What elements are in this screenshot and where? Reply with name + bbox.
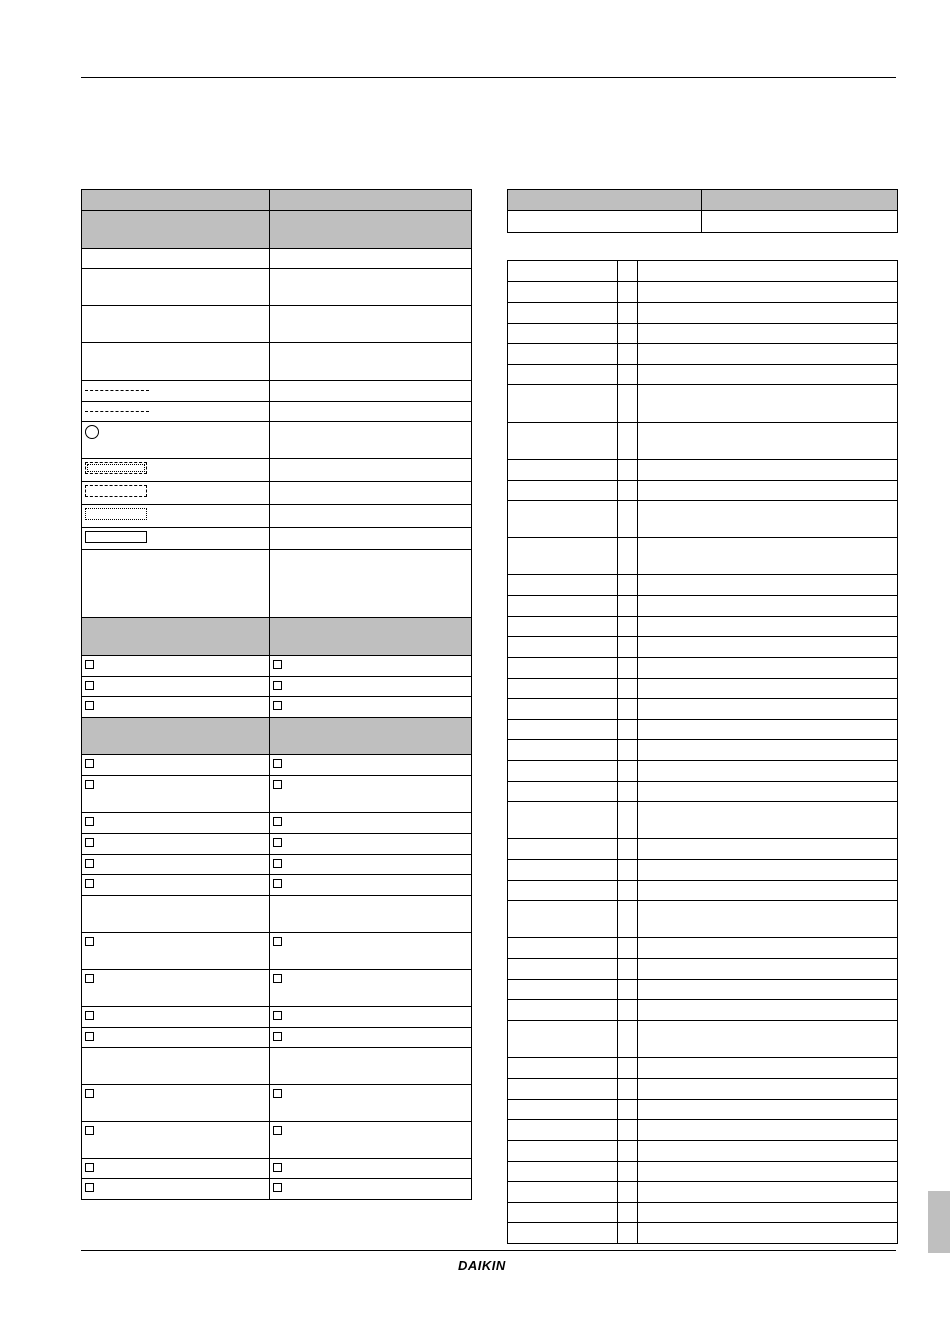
left-table bbox=[81, 189, 472, 1200]
checkbox[interactable] bbox=[273, 879, 282, 888]
table-row bbox=[508, 211, 898, 233]
right-list-table bbox=[507, 260, 898, 1244]
table-row bbox=[508, 1141, 898, 1162]
table-row bbox=[82, 422, 472, 459]
right-top-table-header bbox=[508, 190, 898, 211]
checkbox[interactable] bbox=[273, 1126, 282, 1135]
table-row bbox=[508, 324, 898, 344]
table-row bbox=[508, 385, 898, 423]
table-row bbox=[82, 1122, 472, 1159]
circle-symbol bbox=[85, 425, 99, 439]
table-row bbox=[508, 460, 898, 481]
table-row bbox=[508, 365, 898, 385]
checkbox[interactable] bbox=[273, 701, 282, 710]
table-row bbox=[508, 596, 898, 617]
table-row bbox=[82, 1179, 472, 1200]
checkbox[interactable] bbox=[85, 780, 94, 789]
checkbox[interactable] bbox=[273, 660, 282, 669]
table-row bbox=[82, 1028, 472, 1048]
dash-dot-line-symbol bbox=[85, 390, 149, 391]
checkbox[interactable] bbox=[85, 879, 94, 888]
checkbox[interactable] bbox=[85, 937, 94, 946]
checkbox[interactable] bbox=[273, 1032, 282, 1041]
table-row bbox=[508, 261, 898, 282]
checkbox[interactable] bbox=[85, 1089, 94, 1098]
table-row bbox=[508, 481, 898, 501]
table-row bbox=[82, 896, 472, 933]
table-row bbox=[82, 550, 472, 618]
checkbox[interactable] bbox=[85, 1011, 94, 1020]
table-row bbox=[508, 658, 898, 679]
table-row bbox=[508, 637, 898, 658]
table-row bbox=[508, 782, 898, 802]
checkbox[interactable] bbox=[85, 1163, 94, 1172]
table-row bbox=[82, 1159, 472, 1179]
table-row bbox=[82, 1048, 472, 1085]
table-row bbox=[508, 699, 898, 720]
table-row bbox=[82, 933, 472, 970]
checkbox[interactable] bbox=[273, 838, 282, 847]
checkbox[interactable] bbox=[85, 1183, 94, 1192]
table-row bbox=[508, 1203, 898, 1223]
checkbox[interactable] bbox=[85, 1032, 94, 1041]
table-row bbox=[82, 306, 472, 343]
checkbox[interactable] bbox=[85, 859, 94, 868]
table-row bbox=[508, 617, 898, 637]
table-row bbox=[82, 656, 472, 677]
checkbox[interactable] bbox=[273, 1089, 282, 1098]
header-rule bbox=[81, 77, 896, 78]
checkbox[interactable] bbox=[85, 759, 94, 768]
checkbox[interactable] bbox=[273, 1163, 282, 1172]
checkbox[interactable] bbox=[273, 1011, 282, 1020]
table-row bbox=[508, 761, 898, 782]
table-row bbox=[82, 776, 472, 813]
table-row bbox=[508, 802, 898, 839]
table-row bbox=[82, 269, 472, 306]
dotted-box-symbol bbox=[85, 508, 147, 520]
table-row bbox=[508, 282, 898, 303]
table-row bbox=[82, 755, 472, 776]
table-row bbox=[508, 980, 898, 1000]
table-row bbox=[508, 1120, 898, 1141]
table-row bbox=[82, 677, 472, 697]
table-row bbox=[508, 501, 898, 538]
table-row bbox=[508, 720, 898, 740]
checkbox[interactable] bbox=[273, 974, 282, 983]
checkbox[interactable] bbox=[273, 937, 282, 946]
checkbox[interactable] bbox=[273, 759, 282, 768]
checkbox[interactable] bbox=[85, 974, 94, 983]
checkbox[interactable] bbox=[273, 681, 282, 690]
checkbox[interactable] bbox=[273, 780, 282, 789]
table-row bbox=[508, 1100, 898, 1120]
checkbox[interactable] bbox=[85, 1126, 94, 1135]
left-table-section bbox=[82, 211, 472, 249]
checkbox[interactable] bbox=[85, 838, 94, 847]
table-row bbox=[508, 1162, 898, 1182]
table-row bbox=[82, 813, 472, 834]
table-row bbox=[82, 505, 472, 528]
table-row bbox=[82, 875, 472, 896]
table-row bbox=[508, 881, 898, 901]
table-row bbox=[82, 381, 472, 402]
table-row bbox=[508, 1000, 898, 1021]
table-row bbox=[82, 459, 472, 482]
checkbox[interactable] bbox=[85, 660, 94, 669]
table-row bbox=[508, 1182, 898, 1203]
table-row bbox=[508, 740, 898, 761]
table-row bbox=[508, 938, 898, 959]
table-row bbox=[508, 860, 898, 881]
dashed-box-symbol bbox=[85, 485, 147, 497]
table-row bbox=[508, 423, 898, 460]
table-row bbox=[508, 839, 898, 860]
table-row bbox=[82, 482, 472, 505]
checkbox[interactable] bbox=[273, 1183, 282, 1192]
table-row bbox=[508, 303, 898, 324]
footer-rule bbox=[81, 1250, 896, 1251]
table-row bbox=[508, 679, 898, 699]
dashed-line-symbol bbox=[85, 411, 149, 412]
right-top-table bbox=[507, 189, 898, 233]
checkbox[interactable] bbox=[85, 817, 94, 826]
table-row bbox=[82, 402, 472, 422]
table-row bbox=[508, 1223, 898, 1244]
table-row bbox=[82, 343, 472, 381]
table-row bbox=[508, 1021, 898, 1058]
table-row bbox=[82, 249, 472, 269]
dash-dot-box-symbol bbox=[85, 462, 147, 474]
table-row bbox=[508, 1079, 898, 1100]
left-table-section bbox=[82, 618, 472, 656]
checkbox[interactable] bbox=[273, 817, 282, 826]
table-row bbox=[508, 538, 898, 575]
table-row bbox=[508, 344, 898, 365]
checkbox[interactable] bbox=[273, 859, 282, 868]
table-row bbox=[508, 901, 898, 938]
table-row bbox=[508, 575, 898, 596]
left-table-header bbox=[82, 190, 472, 211]
table-row bbox=[82, 1085, 472, 1122]
table-row bbox=[82, 855, 472, 875]
table-row bbox=[508, 1058, 898, 1079]
table-row bbox=[82, 834, 472, 855]
left-table-section bbox=[82, 718, 472, 755]
table-row bbox=[82, 1007, 472, 1028]
side-tab bbox=[928, 1191, 950, 1253]
checkbox[interactable] bbox=[85, 701, 94, 710]
solid-box-symbol bbox=[85, 531, 147, 543]
table-row bbox=[82, 528, 472, 550]
daikin-logo: DAIKIN bbox=[458, 1258, 506, 1273]
table-row bbox=[508, 959, 898, 980]
table-row bbox=[82, 970, 472, 1007]
checkbox[interactable] bbox=[85, 681, 94, 690]
table-row bbox=[82, 697, 472, 718]
